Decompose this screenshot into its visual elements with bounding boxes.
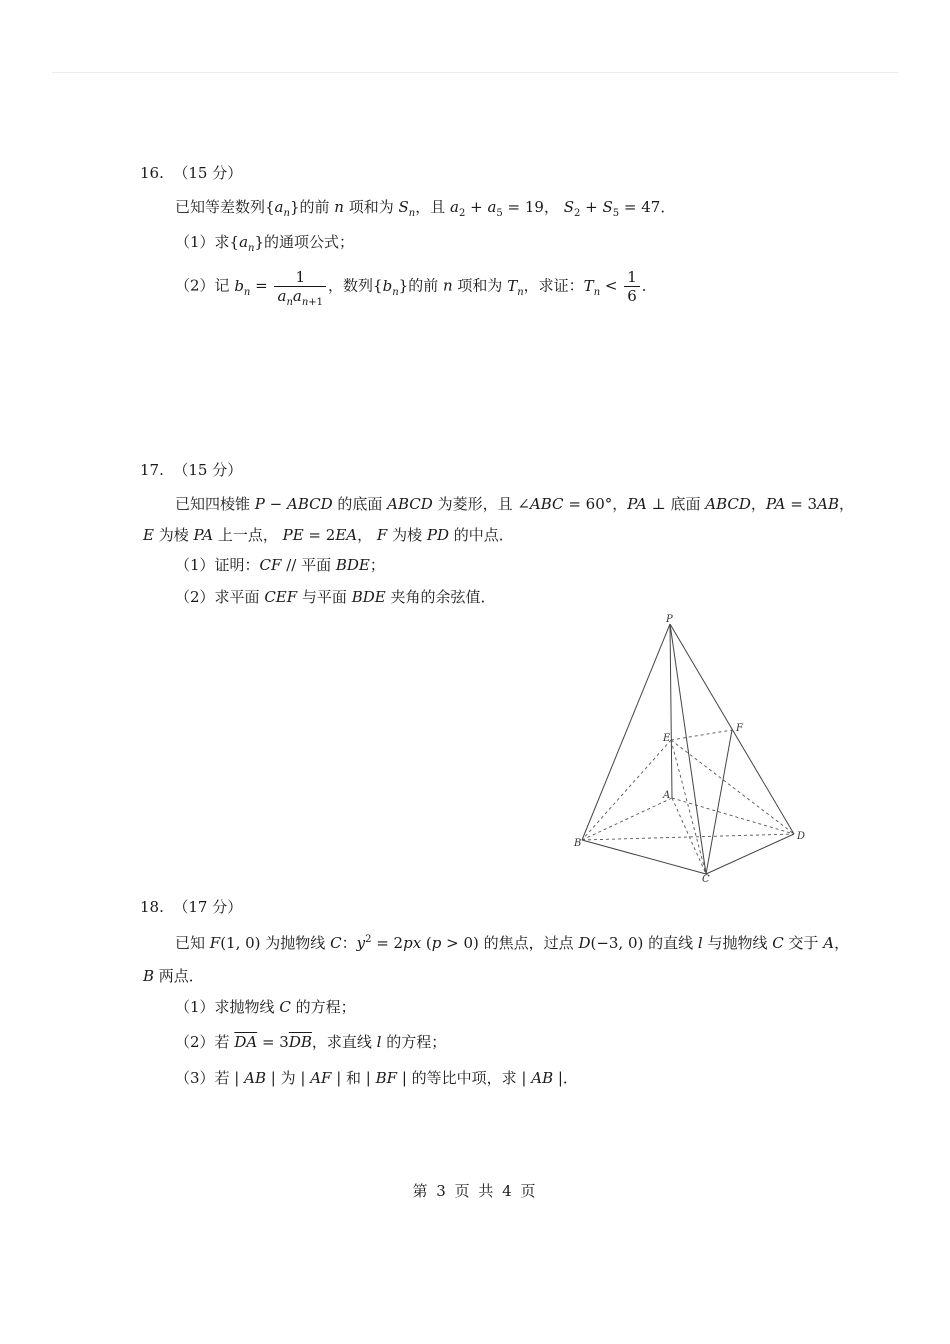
edge-EC xyxy=(671,740,706,874)
q17-stem-line1: 已知四棱锥 P − ABCD 的底面 ABCD 为菱形，且 ∠ABC = 60°，PA ⊥ 底面 ABCD，PA = 3AB， xyxy=(175,495,854,513)
q17-stem-line2: E 为棱 PA 上一点， PE = 2EA， F 为棱 PD 的中点． xyxy=(143,526,514,544)
q16-part1: （1）求$\{a_n\}$的通项公式； xyxy=(175,233,355,254)
q17-part1: （1）证明：CF // 平面 BDE； xyxy=(175,556,385,574)
edge-BC xyxy=(582,840,706,874)
fraction-1-over-6: $\frac{1}{6}$ xyxy=(624,268,640,305)
q18-header: 18. （17 分） xyxy=(140,898,243,916)
top-rule xyxy=(52,72,898,73)
q18-stem-line1: 已知 F(1, 0) 为抛物线 C：$y^2 = 2px$ (p > 0) 的焦点，过点 D(−3, 0) 的直线 l 与抛物线 C 交于 A， xyxy=(175,934,850,952)
q18-stem-line2: B 两点． xyxy=(143,967,204,985)
q17-part2: （2）求平面 CEF 与平面 BDE 夹角的余弦值． xyxy=(175,588,496,606)
label-P: P xyxy=(666,614,673,625)
edge-BA xyxy=(582,798,672,840)
label-B: B xyxy=(574,838,582,849)
label-A: A xyxy=(663,790,671,801)
label-D: D xyxy=(797,831,806,842)
q16-header: 16. （15 分） xyxy=(140,164,243,182)
q18-part2: （2）若 $\overline{DA} = 3\overline{DB}$，求直线 l 的方程； xyxy=(175,1033,447,1051)
edge-PB xyxy=(582,624,670,840)
edge-CD xyxy=(706,834,794,874)
q18-part1: （1）求抛物线 C 的方程； xyxy=(175,998,356,1016)
edge-EB xyxy=(582,740,671,840)
q16-stem: 已知等差数列$\{a_n\}$的前 n 项和为 $S_n$，且 $a_2 + a_5 = 19$， $S_2 + S_5 = 47$． xyxy=(175,198,676,219)
fraction-1-over-anan1: $\frac{1}{a_na_{n+1}}$ xyxy=(274,268,326,305)
q16-part2: （2）记 $b_n$ = $\frac{1}{a_na_{n+1}}$ ，数列$\{b_n\}$的前 n 项和为 $T_n$，求证：$T_n$ < $\frac{1}{6}$ ． xyxy=(175,268,657,308)
label-C: C xyxy=(702,874,710,882)
edge-PC xyxy=(670,624,706,874)
label-E: E xyxy=(663,733,671,744)
edge-PA xyxy=(670,624,672,798)
edge-ED xyxy=(671,740,794,834)
edge-BD xyxy=(582,834,794,840)
pyramid-figure xyxy=(560,612,820,882)
edge-PD xyxy=(670,624,794,834)
edge-EF xyxy=(671,730,732,740)
page-footer: 第 3 页 共 4 页 xyxy=(412,1182,538,1200)
edge-CF xyxy=(706,730,732,874)
label-F: F xyxy=(736,723,743,734)
q17-header: 17. （15 分） xyxy=(140,461,243,479)
q18-part3: （3）若 | AB | 为 | AF | 和 | BF | 的等比中项，求 | AB |． xyxy=(175,1069,578,1087)
